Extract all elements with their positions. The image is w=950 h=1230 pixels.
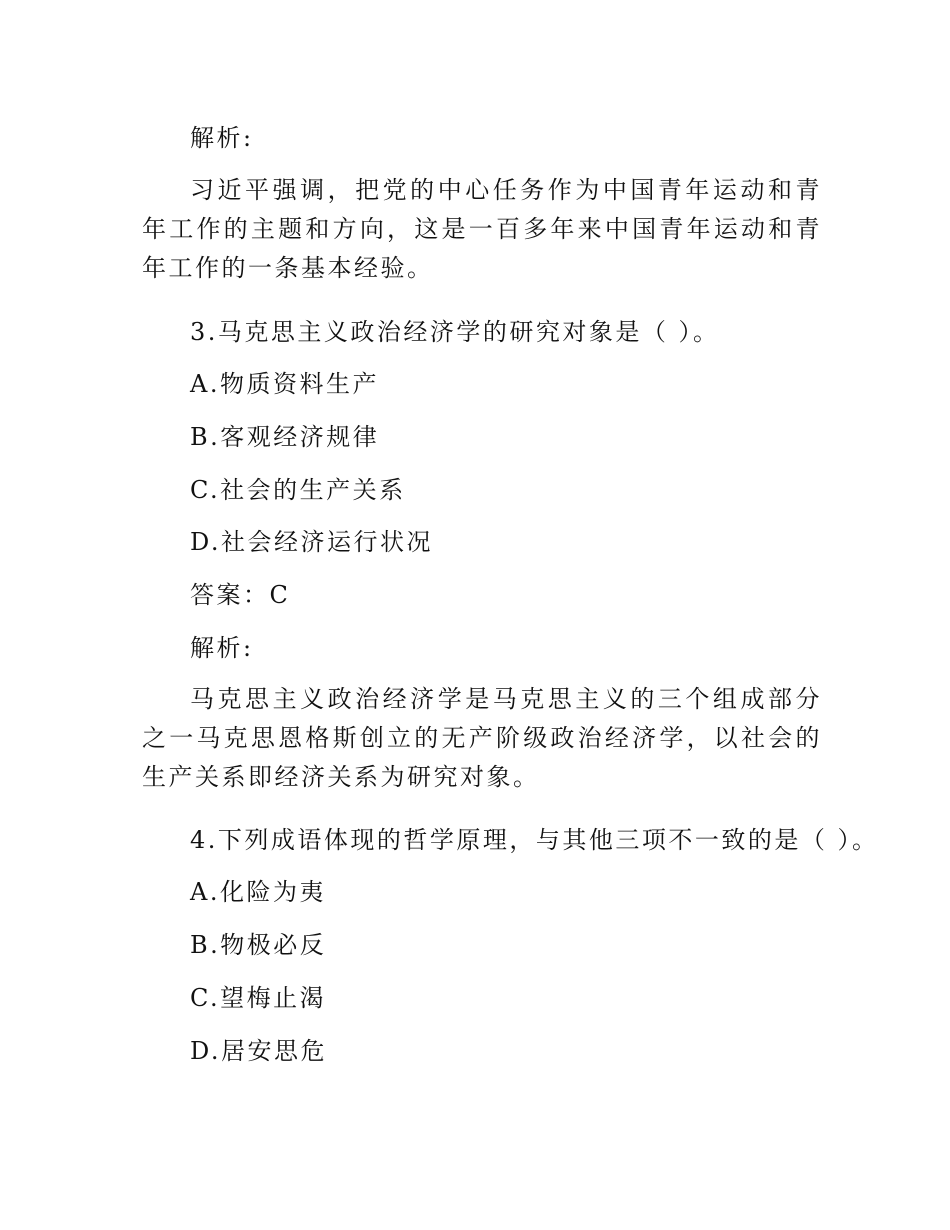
q3-option-d: D.社会经济运行状况 [190,528,434,556]
q3-option-b: B.客观经济规律 [190,423,380,451]
q2-analysis-label: 解析: [190,124,254,152]
q4-option-d: D.居安思危 [190,1037,328,1065]
q3-analysis-text: 马克思主义政治经济学是马克思主义的三个组成部分之一马克思恩格斯创立的无产阶级政治经济学，以社会的生产关系即经济关系为研究对象。 [142,685,822,791]
q3-analysis-label: 解析: [190,634,254,662]
q4-option-a: A.化险为夷 [190,878,326,906]
q3-question: 3.马克思主义政治经济学的研究对象是（ ）。 [190,318,720,346]
q3-option-c: C.社会的生产关系 [190,476,406,504]
q3-option-a: A.物质资料生产 [190,370,379,398]
q4-option-b: B.物极必反 [190,931,327,959]
q3-answer: 答案：C [190,581,291,609]
q4-question: 4.下列成语体现的哲学原理，与其他三项不一致的是（ ）。 [190,826,879,854]
q2-analysis-text: 习近平强调，把党的中心任务作为中国青年运动和青年工作的主题和方向，这是一百多年来中国青年运动和青年工作的一条基本经验。 [142,176,822,282]
q4-option-c: C.望梅止渴 [190,984,327,1012]
